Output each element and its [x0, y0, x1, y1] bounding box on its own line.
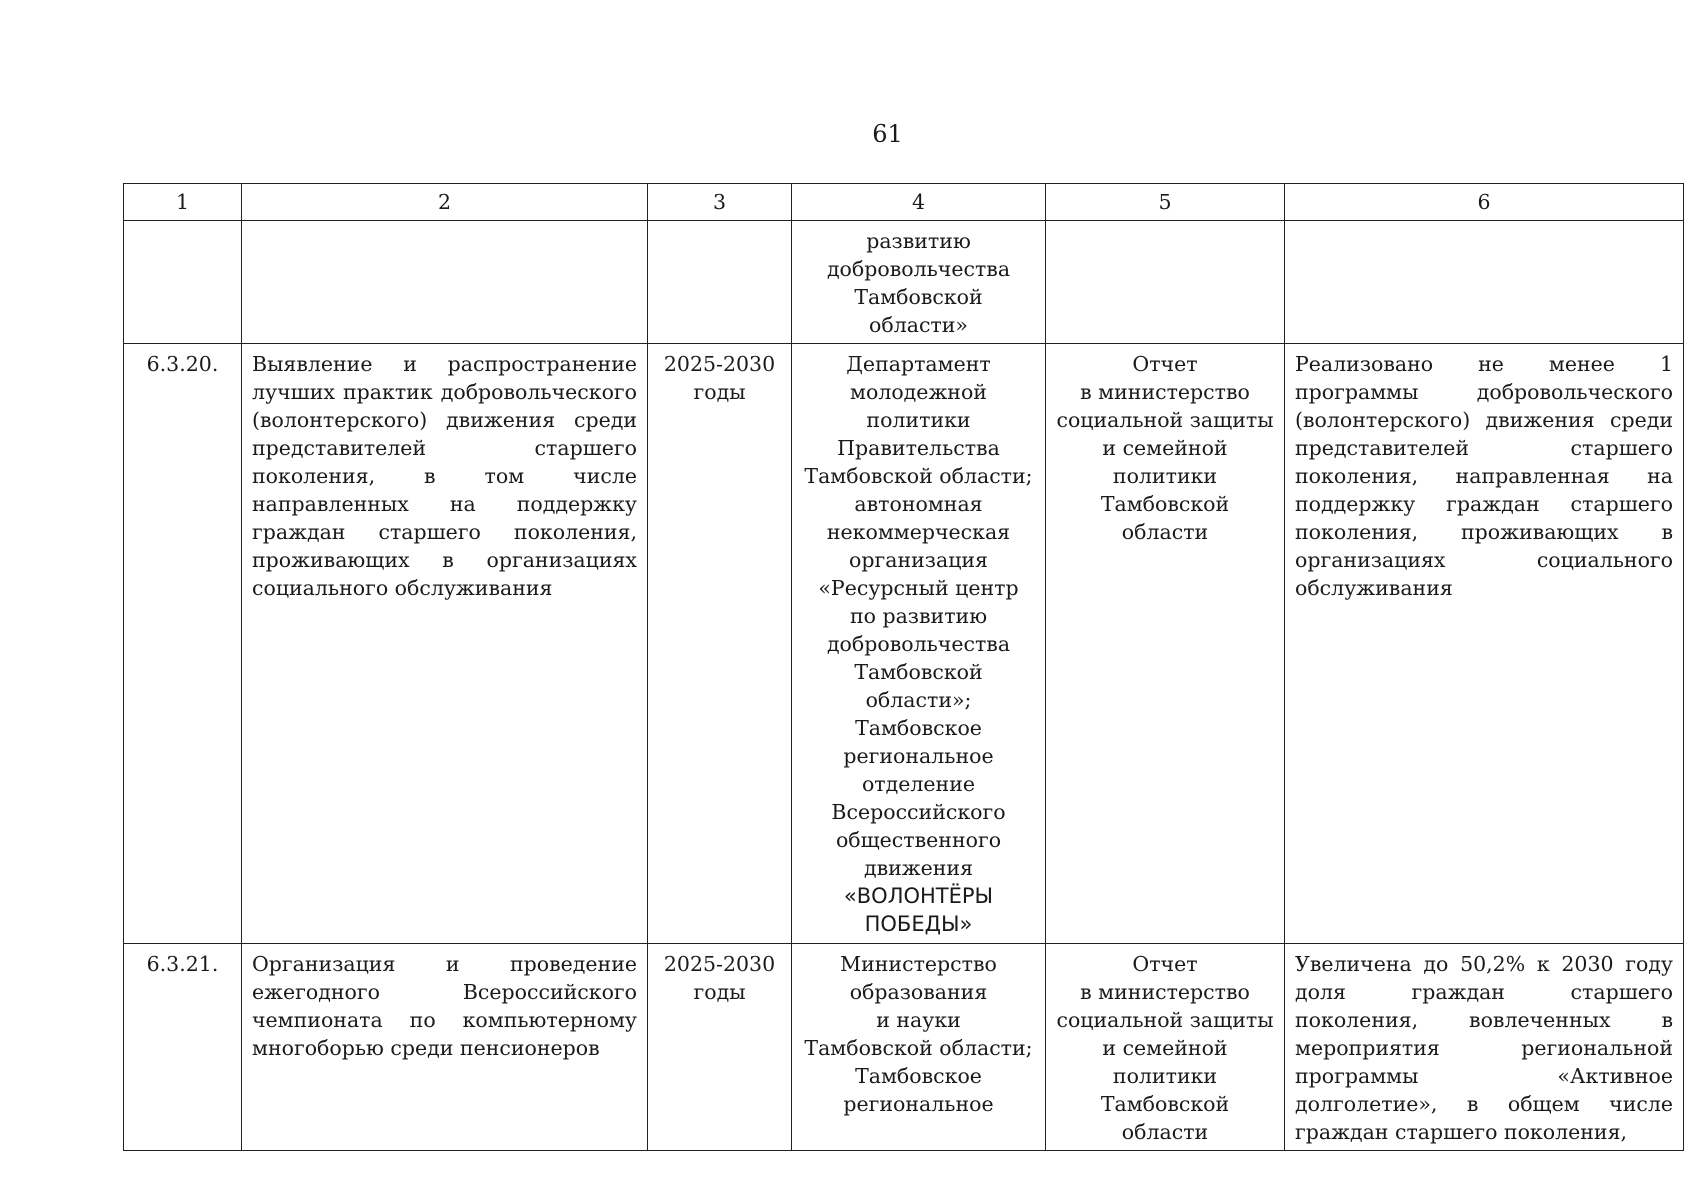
column-header: 1 [124, 184, 242, 221]
executor-text: Департамент молодежной политики Правительства Тамбовской области; автономная некоммерческая организация «Ресурсный центр по развитию добровольчества Тамбовской области»; Тамбовское региональное отделение Всероссийского общественного движения [804, 352, 1033, 880]
column-header: 6 [1285, 184, 1684, 221]
column-header: 3 [648, 184, 792, 221]
result-cell: Увеличена до 50,2% к 2030 году доля граждан старшего поколения, вовлеченных в мероприятия региональной программы «Активное долголетие», в общем числе граждан старшего поколения, [1285, 944, 1684, 1151]
activity-name: Выявление и распространение лучших практик добровольческого (волонтерского) движения среди представителей старшего поколения, в том числе направленных на поддержку граждан старшего поколения, проживающих в организациях социального обслуживания [242, 344, 648, 944]
page-number: 61 [872, 120, 903, 148]
executor-cell: Министерство образования и науки Тамбовской области; Тамбовское региональное [792, 944, 1046, 1151]
table-cell [1046, 221, 1285, 344]
executor-emphasis: «ВОЛОНТЁРЫ ПОБЕДЫ» [843, 884, 994, 936]
item-number: 6.3.21. [124, 944, 242, 1151]
table-row-continuation [124, 221, 1684, 344]
report-cell: Отчет в министерство социальной защиты и семейной политики Тамбовской области [1046, 944, 1285, 1151]
table-cell [648, 221, 792, 344]
table-cell [1285, 221, 1684, 344]
table-row [124, 944, 1684, 1151]
table-header-row [124, 184, 1684, 221]
result-cell: Реализовано не менее 1 программы добровольческого (волонтерского) движения среди представителей старшего поколения, направленная на поддержку граждан старшего поколения, проживающих в организациях социального обслуживания [1285, 344, 1684, 944]
executor-cell [792, 344, 1046, 944]
executor-cell: развитию добровольчества Тамбовской области» [792, 221, 1046, 344]
activities-table [123, 183, 1684, 1151]
activity-name: Организация и проведение ежегодного Всероссийского чемпионата по компьютерному многоборью среди пенсионеров [242, 944, 648, 1151]
item-number: 6.3.20. [124, 344, 242, 944]
report-cell: Отчет в министерство социальной защиты и семейной политики Тамбовской области [1046, 344, 1285, 944]
table-cell [242, 221, 648, 344]
column-header: 5 [1046, 184, 1285, 221]
period-cell: 2025-2030 годы [648, 944, 792, 1151]
table-cell [124, 221, 242, 344]
column-header: 4 [792, 184, 1046, 221]
period-cell: 2025-2030 годы [648, 344, 792, 944]
table-row [124, 344, 1684, 944]
column-header: 2 [242, 184, 648, 221]
